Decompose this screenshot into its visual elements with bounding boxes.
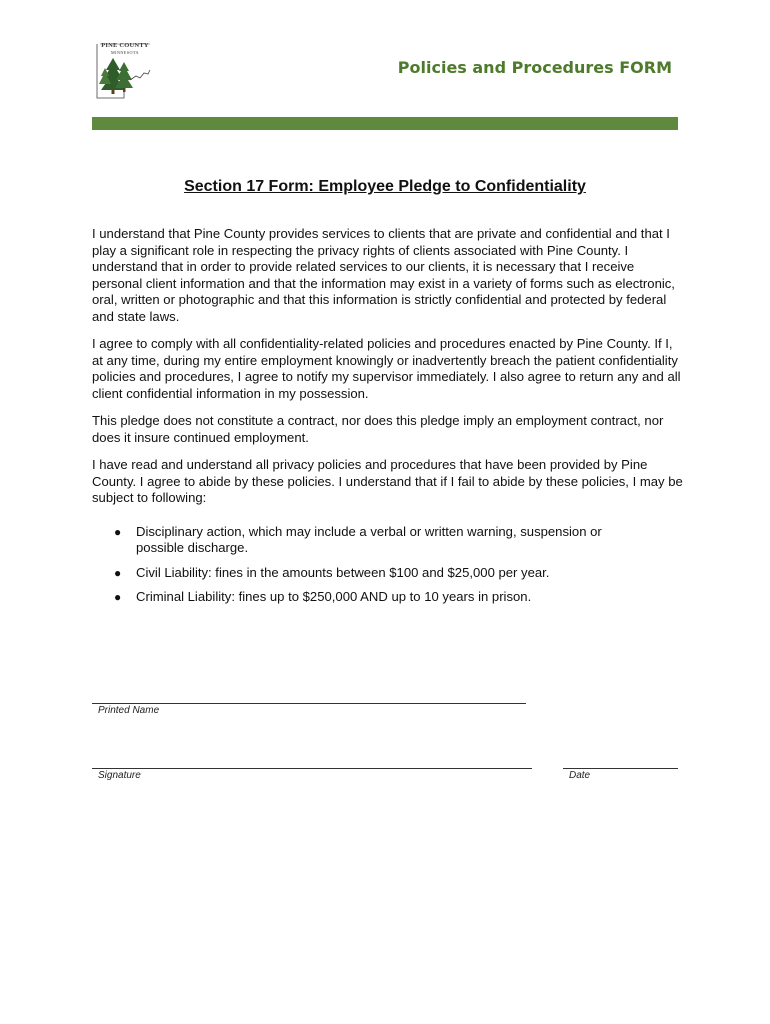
form-title: Policies and Procedures FORM [397,58,672,77]
bullet-icon: ● [114,524,122,539]
signature-label: Signature [98,770,141,781]
list-item-text: Civil Liability: fines in the amounts between $100 and $25,000 per year. [136,564,550,580]
signature-field[interactable] [92,768,532,769]
printed-name-field[interactable] [92,703,526,704]
header-divider-bar [92,117,678,130]
consequences-list [92,524,684,606]
paragraph-not-contract: This pledge does not constitute a contract, nor does this pledge imply an employment contract, nor does it insure continued employment. [92,413,664,445]
pledge-body [92,226,684,614]
list-item [92,565,636,582]
logo-title: PINE COUNTY [101,42,149,49]
bullet-icon: ● [114,565,122,580]
list-item-text: Criminal Liability: fines up to $250,000 AND up to 10 years in prison. [136,589,532,604]
paragraph-compliance: I agree to comply with all confidentiality-related policies and procedures enacted by Pine County. If I, at any time, during my entire employment knowingly or inadvertently breach the patient confidentiality policies and procedures, I agree to notify my supervisor immediately. I also agree to return any and all client confidential information in my possession. [92,336,681,401]
list-item [92,589,636,606]
paragraph-acknowledgement: I have read and understand all privacy policies and procedures that have been provided by Pine County. I agree to abide by these policies. I understand that if I fail to abide by these policies, I may be subject to following: [92,457,683,505]
date-field[interactable] [563,768,678,769]
logo-subtitle: MINNESOTA [111,50,139,55]
date-label: Date [569,770,591,781]
list-item-text: Disciplinary action, which may include a verbal or written warning, suspension or possible discharge. [136,523,602,555]
list-item [92,524,636,557]
printed-name-label: Printed Name [98,705,160,716]
paragraph-services: I understand that Pine County provides services to clients that are private and confidential and that I play a significant role in respecting the privacy rights of clients associated with Pine County. I understand that in order to provide related services to our clients, it is necessary that I receive personal client information and that the information may exist in a variety of forms such as electronic, oral, written or photographic and that this information is strictly confidential and protected by federal and state laws. [92,226,675,324]
section-title: Section 17 Form: Employee Pledge to Confidentiality [184,178,586,195]
bullet-icon: ● [114,590,122,604]
